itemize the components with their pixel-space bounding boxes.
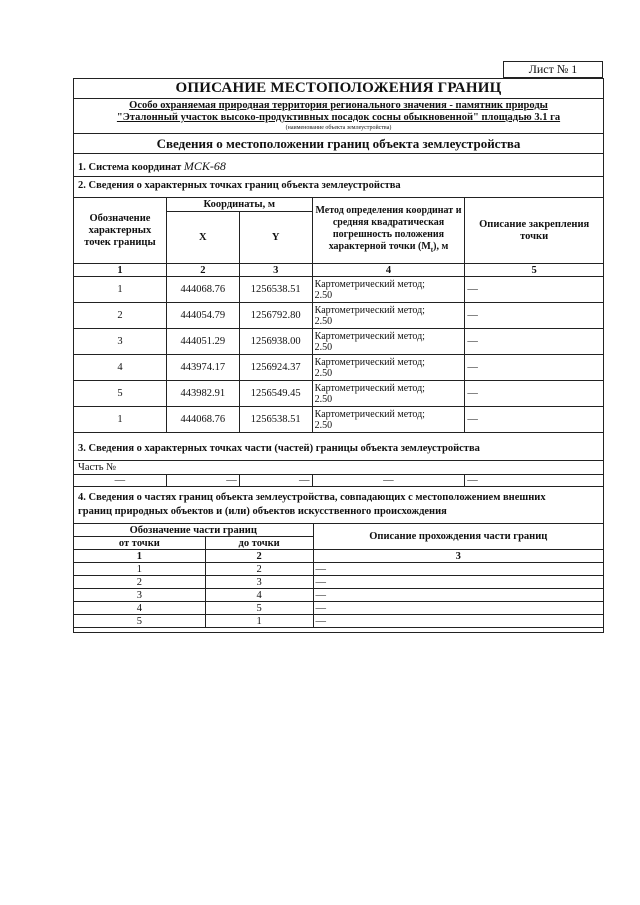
object-name-caption: (наименование объекта землеустройства)	[285, 125, 392, 131]
from-point: 4	[74, 602, 206, 615]
column-number: 4	[312, 264, 465, 277]
section-4-label: 4. Сведения о частях границ объекта землеустройства, совпадающих с местоположением внешних границ природных объектов и (или) объектов искусственного происхождения	[78, 492, 546, 517]
section-title: Сведения о местоположении границ объекта землеустройства	[156, 136, 521, 151]
divider	[74, 176, 603, 177]
part-number-label: Часть №	[78, 462, 117, 473]
table-row	[74, 277, 604, 303]
fixing-desc: —	[465, 303, 604, 329]
divider	[74, 460, 603, 461]
fixing-desc: —	[465, 381, 604, 407]
from-point: 3	[74, 589, 206, 602]
header-y: Y	[239, 212, 312, 264]
method-cell: Картометрический метод; 2.50	[312, 303, 465, 329]
x-value: 444054.79	[166, 303, 239, 329]
part-desc: —	[313, 576, 603, 589]
column-number: 2	[166, 264, 239, 277]
part-desc: —	[313, 615, 603, 628]
point-id: 3	[74, 329, 167, 355]
fixing-desc: —	[465, 355, 604, 381]
table-row	[74, 355, 604, 381]
column-number: 2	[205, 550, 313, 563]
fixing-desc: —	[465, 277, 604, 303]
header-to-point: до точки	[205, 537, 313, 550]
column-number-row	[74, 550, 604, 563]
y-value: 1256538.51	[239, 277, 312, 303]
part-desc: —	[313, 563, 603, 576]
from-point: 1	[74, 563, 206, 576]
method-cell: Картометрический метод; 2.50	[312, 277, 465, 303]
table-row	[74, 576, 604, 589]
table-row	[74, 475, 604, 487]
to-point: 5	[205, 602, 313, 615]
dash-cell: —	[312, 475, 465, 487]
header-fixing-description: Описание закрепления точки	[465, 198, 604, 264]
header-part-description: Описание прохождения части границ	[313, 524, 603, 550]
table-row	[74, 303, 604, 329]
method-cell: Картометрический метод; 2.50	[312, 407, 465, 433]
column-number: 1	[74, 550, 206, 563]
method-cell: Картометрический метод; 2.50	[312, 329, 465, 355]
method-cell: Картометрический метод; 2.50	[312, 381, 465, 407]
section-3-label: 3. Сведения о характерных точках части (частей) границы объекта землеустройства	[78, 443, 480, 454]
to-point: 4	[205, 589, 313, 602]
sheet-number-label: Лист № 1	[503, 61, 603, 78]
dash-cell: —	[465, 475, 604, 487]
point-id: 2	[74, 303, 167, 329]
x-value: 444068.76	[166, 407, 239, 433]
x-value: 444051.29	[166, 329, 239, 355]
point-id: 1	[74, 407, 167, 433]
document-title: ОПИСАНИЕ МЕСТОПОЛОЖЕНИЯ ГРАНИЦ	[175, 80, 502, 96]
x-value: 444068.76	[166, 277, 239, 303]
divider	[74, 133, 603, 134]
y-value: 1256938.00	[239, 329, 312, 355]
part-desc: —	[313, 602, 603, 615]
y-value: 1256924.37	[239, 355, 312, 381]
point-id: 5	[74, 381, 167, 407]
header-from-point: от точки	[74, 537, 206, 550]
point-id: 1	[74, 277, 167, 303]
dash-cell: —	[239, 475, 312, 487]
part-desc: —	[313, 589, 603, 602]
header-part-designation: Обозначение части границ	[74, 524, 314, 537]
boundary-parts-table	[73, 523, 604, 628]
section-1-coordinate-system	[78, 159, 226, 174]
column-number: 3	[239, 264, 312, 277]
boundary-points-table	[73, 197, 604, 433]
header-method: Метод определения координат и средняя квадратическая погрешность положения характерной точки $(M_t)$, м	[312, 198, 465, 264]
fixing-desc: —	[465, 407, 604, 433]
fixing-desc: —	[465, 329, 604, 355]
y-value: 1256549.45	[239, 381, 312, 407]
table-row	[74, 329, 604, 355]
y-value: 1256538.51	[239, 407, 312, 433]
point-id: 4	[74, 355, 167, 381]
column-number: 5	[465, 264, 604, 277]
column-number: 3	[313, 550, 603, 563]
from-point: 5	[74, 615, 206, 628]
object-name-line-2: "Эталонный участок высоко-продуктивных посадок сосны обыкновенной" площадью 3.1 га	[116, 112, 561, 123]
divider	[74, 153, 603, 154]
section-2-label: 2. Сведения о характерных точках границ объекта землеустройства	[78, 180, 401, 191]
table-row	[74, 407, 604, 433]
header-coordinates: Координаты, м	[166, 198, 312, 212]
part-points-table	[73, 474, 604, 487]
y-value: 1256792.80	[239, 303, 312, 329]
to-point: 3	[205, 576, 313, 589]
header-x: X	[166, 212, 239, 264]
dash-cell: —	[74, 475, 167, 487]
table-row	[74, 563, 604, 576]
coordinate-system-value: МСК-68	[183, 159, 226, 173]
from-point: 2	[74, 576, 206, 589]
table-row	[74, 615, 604, 628]
to-point: 1	[205, 615, 313, 628]
section-1-label: 1. Система координат	[78, 162, 184, 173]
x-value: 443982.91	[166, 381, 239, 407]
method-cell: Картометрический метод; 2.50	[312, 355, 465, 381]
x-value: 443974.17	[166, 355, 239, 381]
divider	[74, 98, 603, 99]
column-number: 1	[74, 264, 167, 277]
table-row	[74, 381, 604, 407]
table-row	[74, 589, 604, 602]
to-point: 2	[205, 563, 313, 576]
boundary-description-document	[73, 78, 604, 633]
header-point-designation: Обозначение характерных точек границы	[74, 198, 167, 264]
column-number-row	[74, 264, 604, 277]
table-row	[74, 602, 604, 615]
object-name-line-1: Особо охраняемая природная территория регионального значения - памятник природы	[129, 100, 548, 111]
dash-cell: —	[166, 475, 239, 487]
